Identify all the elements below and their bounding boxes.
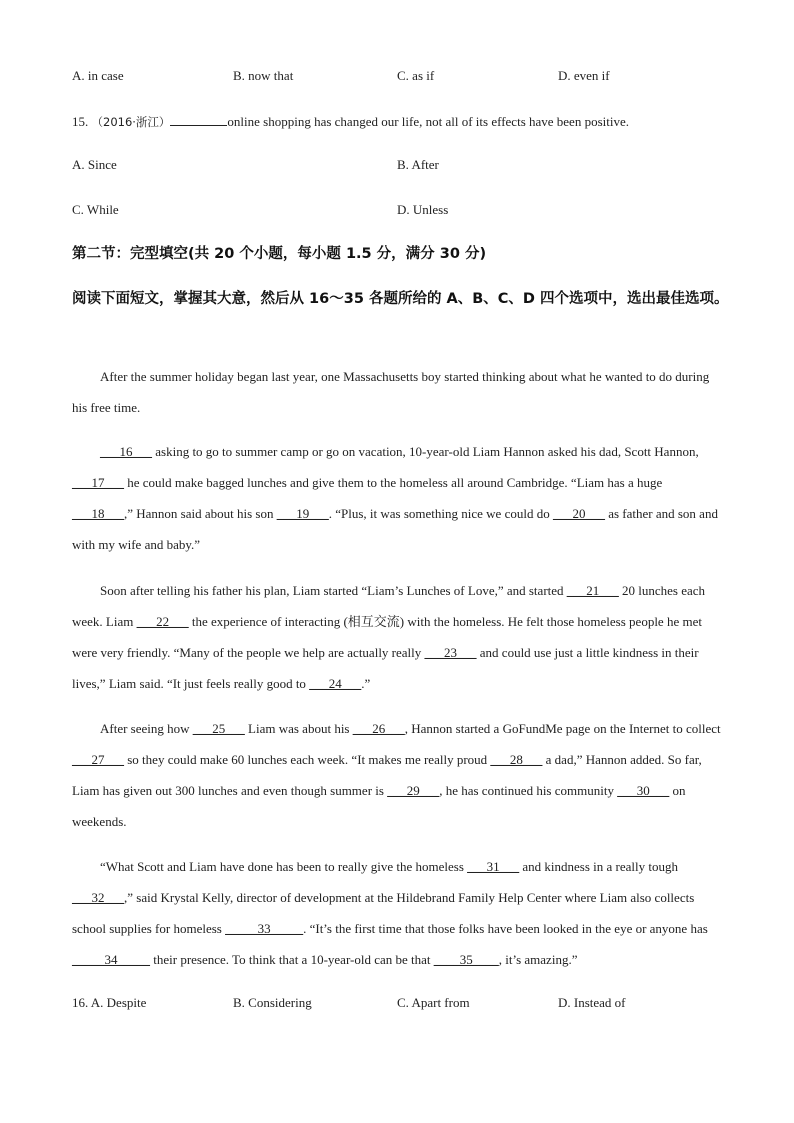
passage-text: and kindness in a really tough bbox=[519, 859, 678, 874]
cloze-blank: ___26___ bbox=[352, 721, 405, 736]
passage-text: . “It’s the first time that those folks have been looked in the eye or anyone has bbox=[303, 921, 708, 936]
cloze-blank: ___30___ bbox=[617, 783, 670, 798]
cloze-blank: ____35____ bbox=[433, 952, 499, 967]
passage-paragraph-1 bbox=[72, 361, 722, 423]
passage-text: Liam was about his bbox=[244, 721, 353, 736]
q14-option-d: D. even if bbox=[558, 68, 610, 83]
paragraph-2-text bbox=[72, 436, 722, 560]
passage-paragraph-2 bbox=[72, 436, 722, 560]
passage-text: so they could make 60 lunches each week. “It makes me really proud bbox=[124, 752, 491, 767]
passage-text: 20 lunches each week. Liam bbox=[72, 583, 706, 629]
cloze-blank: ___24___ bbox=[309, 676, 362, 691]
passage-paragraph-5 bbox=[72, 851, 722, 975]
q16-option-d: D. Instead of bbox=[558, 995, 626, 1010]
passage-text: ,” said Krystal Kelly, director of development at the Hildebrand Family Help Center where Liam also collects school supplies for homeless bbox=[72, 890, 695, 936]
q15-option-b: B. After bbox=[397, 157, 439, 172]
passage-text: , it’s amazing.” bbox=[498, 952, 578, 967]
passage-paragraph-4 bbox=[72, 713, 722, 837]
cloze-blank: _____33_____ bbox=[225, 921, 304, 936]
passage-text: .” bbox=[361, 676, 371, 691]
q15-option-c: C. While bbox=[72, 202, 119, 217]
passage-text: the experience of interacting (相互交流) with the homeless. He felt those homeless people he met were very friendly. “Many of the people we help are actually really bbox=[72, 614, 702, 660]
q15-answer-blank bbox=[170, 112, 227, 126]
passage-text: he could make bagged lunches and give them to the homeless all around Cambridge. “Liam has a huge bbox=[124, 475, 663, 490]
paragraph-4-text bbox=[72, 713, 722, 837]
q14-option-c: C. as if bbox=[397, 68, 435, 83]
passage-text: asking to go to summer camp or go on vacation, 10-year-old Liam Hannon asked his dad, Scott Hannon, bbox=[152, 444, 699, 459]
passage-text: “What Scott and Liam have done has been to really give the homeless bbox=[100, 859, 468, 874]
q16-option-b: B. Considering bbox=[233, 995, 312, 1010]
q14-option-b: B. now that bbox=[233, 68, 294, 83]
cloze-blank: ___29___ bbox=[387, 783, 440, 798]
cloze-blank: ___23___ bbox=[424, 645, 477, 660]
section-instruction: 阅读下面短文，掌握其大意，然后从 16～35 各题所给的 A、B、C、D 四个选项中，选出最佳选项。 bbox=[72, 291, 729, 307]
q15-option-d: D. Unless bbox=[397, 202, 449, 217]
cloze-blank: ___27___ bbox=[72, 752, 124, 767]
paragraph-1-text: After the summer holiday began last year, one Massachusetts boy started thinking about what he wanted to do during his free time. bbox=[72, 369, 710, 415]
cloze-blank: ___19___ bbox=[276, 506, 329, 521]
passage-text: Soon after telling his father his plan, Liam started “Liam’s Lunches of Love,” and started bbox=[100, 583, 567, 598]
passage-text: and could use just a little kindness in their lives,” Liam said. “It just feels really good to bbox=[72, 645, 699, 691]
passage-text: After seeing how bbox=[100, 721, 193, 736]
q15-option-a: A. Since bbox=[72, 157, 117, 172]
cloze-blank: ___21___ bbox=[566, 583, 619, 598]
passage-text: as father and son and with my wife and baby.” bbox=[72, 506, 718, 552]
passage-text: a dad,” Hannon added. So far, Liam has given out 300 lunches and even though summer is bbox=[72, 752, 702, 798]
paragraph-3-text bbox=[72, 575, 722, 699]
q15-stem-text: online shopping has changed our life, not all of its effects have been positive. bbox=[227, 114, 629, 129]
passage-paragraph-3 bbox=[72, 575, 722, 699]
q15-source: （2016·浙江） bbox=[91, 115, 171, 129]
q16-option-c: C. Apart from bbox=[397, 995, 470, 1010]
cloze-blank: ___18___ bbox=[72, 506, 124, 521]
section-title: 第二节：完型填空(共 20 个小题，每小题 1.5 分，满分 30 分) bbox=[72, 246, 487, 262]
passage-text: on weekends. bbox=[72, 783, 686, 829]
q15-number: 15. bbox=[72, 114, 89, 129]
cloze-blank: ___20___ bbox=[552, 506, 605, 521]
passage-text: ,” Hannon said about his son bbox=[124, 506, 277, 521]
q15-stem-row bbox=[72, 112, 629, 130]
passage-text: , he has continued his community bbox=[439, 783, 618, 798]
cloze-blank: ___25___ bbox=[192, 721, 245, 736]
cloze-blank: ___17___ bbox=[72, 475, 124, 490]
passage-text: their presence. To think that a 10-year-old can be that bbox=[150, 952, 434, 967]
passage-text: , Hannon started a GoFundMe page on the Internet to collect bbox=[404, 721, 721, 736]
cloze-blank: ___16___ bbox=[100, 444, 152, 459]
cloze-blank: _____34_____ bbox=[72, 952, 150, 967]
cloze-blank: ___28___ bbox=[490, 752, 543, 767]
cloze-blank: ___22___ bbox=[136, 614, 189, 629]
cloze-blank: ___32___ bbox=[72, 890, 124, 905]
paragraph-5-text bbox=[72, 851, 722, 975]
q14-option-a: A. in case bbox=[72, 68, 124, 83]
passage-text: . “Plus, it was something nice we could do bbox=[328, 506, 553, 521]
cloze-blank: ___31___ bbox=[467, 859, 520, 874]
q16-option-a: 16. A. Despite bbox=[72, 995, 147, 1010]
